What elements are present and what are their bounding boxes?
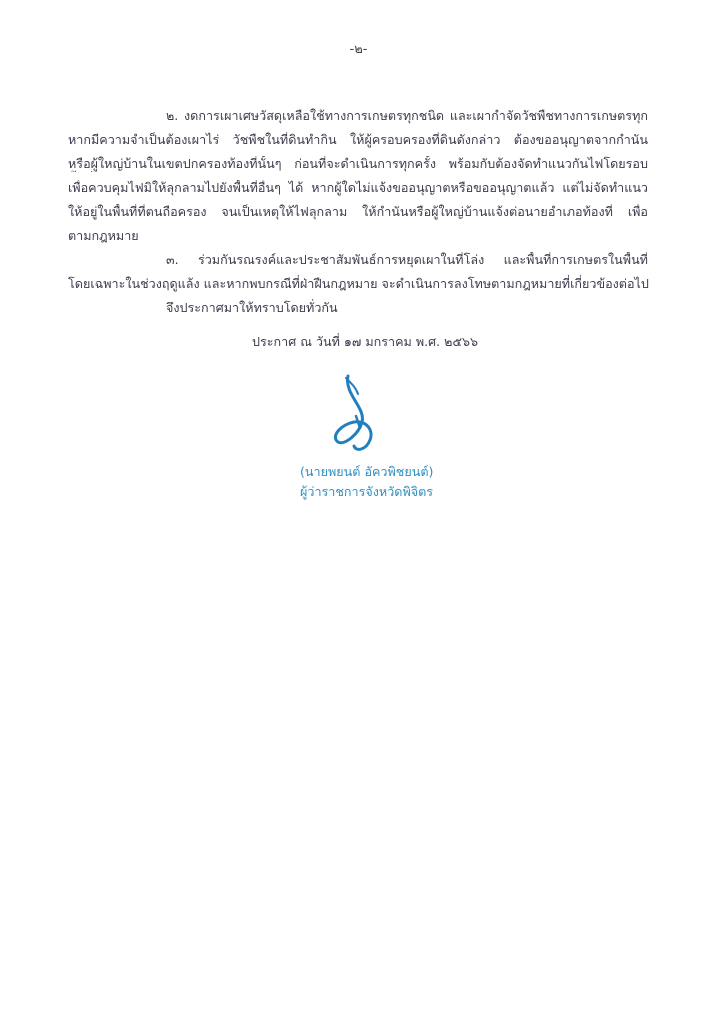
closing-statement: จึงประกาศมาให้ทราบโดยทั่วกัน: [166, 300, 338, 315]
signer-title: ผู้ว่าราชการจังหวัดพิจิตร: [300, 484, 434, 499]
paragraph-2-line-5: ให้อยู่ในพื้นที่ที่ตนถือครอง จนเป็นเหตุให้ไฟลุกลาม ให้กำนันหรือผู้ใหญ่บ้านแจ้งต่อนายอำเภอท้องที่ เพื่อ: [68, 204, 648, 219]
signer-name: (นายพยนต์ อัควพิชยนต์): [300, 464, 434, 479]
announcement-date: ประกาศ ณ วันที่ ๑๗ มกราคม พ.ศ. ๒๕๖๖: [252, 334, 478, 349]
paragraph-2-line-3: หรือผู้ใหญ่บ้านในเขตปกครองท้องที่นั้นๆ ก่อนที่จะดำเนินการทุกครั้ง พร้อมกับต้องจัดทำแนวกันไฟโดยรอบ: [68, 156, 648, 171]
paragraph-2-line-4: เพื่อควบคุมไฟมิให้ลุกลามไปยังพื้นที่อื่นๆ ได้ หากผู้ใดไม่แจ้งขออนุญาตหรือขออนุญาตแล้ว แต่ไม่จัดทำแนว: [68, 180, 648, 195]
paragraph-2-line-6: ตามกฎหมาย: [68, 228, 139, 243]
paragraph-2-line-2: หากมีความจำเป็นต้องเผาไร่ วัชพืชในที่ดินทำกิน ให้ผู้ครอบครองที่ดินดังกล่าว ต้องขออนุญาตจากกำนัน: [68, 132, 648, 147]
paragraph-2-line-1: ๒. งดการเผาเศษวัสดุเหลือใช้ทางการเกษตรทุกชนิด และเผากำจัดวัชพืชทางการเกษตรทุก: [166, 108, 648, 123]
page-number: -๒-: [349, 42, 368, 57]
paragraph-3-line-1: ๓. ร่วมกันรณรงค์และประชาสัมพันธ์การหยุดเผาในที่โล่ง และพื้นที่การเกษตรในพื้นที่: [166, 252, 648, 267]
paragraph-3-line-2: โดยเฉพาะในช่วงฤดูแล้ง และหากพบกรณีที่ฝ่าฝืนกฎหมาย จะดำเนินการลงโทษตามกฎหมายที่เกี่ยวข้องต่อไป: [68, 276, 649, 291]
handwritten-signature: [326, 372, 390, 458]
